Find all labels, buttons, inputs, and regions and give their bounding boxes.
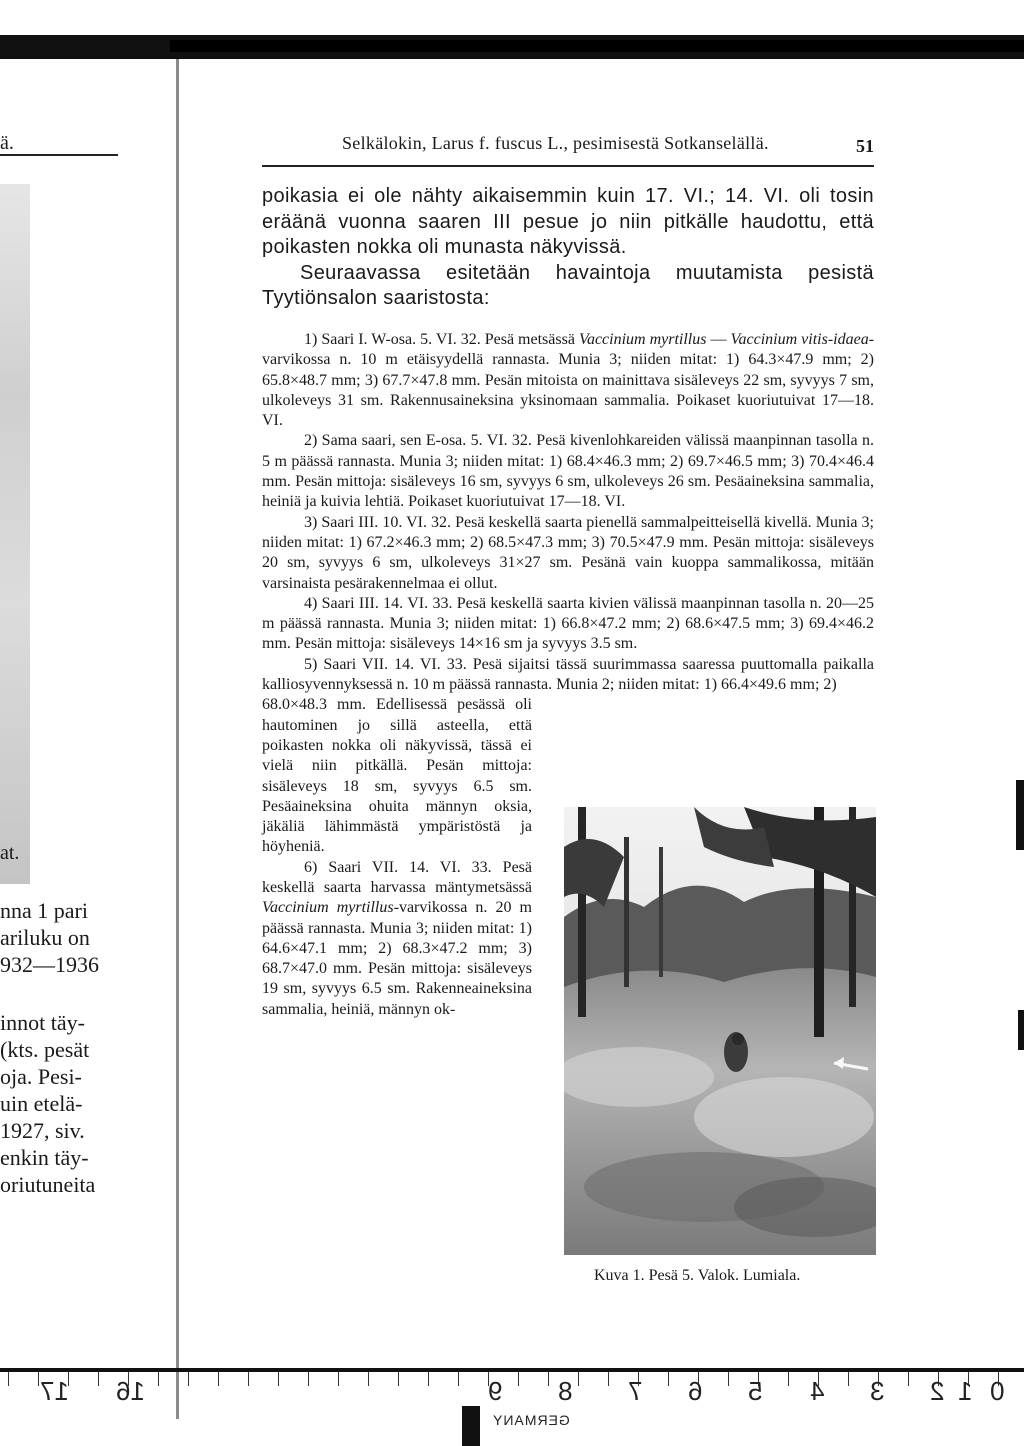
species-name: Vaccinium vitis-idaea <box>730 330 869 348</box>
nest-entry-continuation: 68.0×48.3 mm. Edellisessä pesässä oli hautominen jo sillä asteella, että poikasten nokka oli näkyvissä, tässä ei vielä niin pitkällä. Pesän mittoja: sisäleveys 18 sm, syvyys 6.5 sm. Pesäaineksina ohuita männyn oksia, jäkäliä lähimmästä ympäristöstä ja höyheniä. <box>262 696 532 856</box>
ruler-tick <box>728 1372 729 1386</box>
page-number: 51 <box>856 136 874 156</box>
ruler-tick <box>668 1372 669 1386</box>
scan-top-edge-dark <box>170 40 1024 52</box>
nest-entry <box>262 858 532 1020</box>
previous-page-map-fragment <box>0 184 30 884</box>
previous-page-line: uin etelä- <box>0 1091 83 1116</box>
ruler-tick <box>158 1372 159 1386</box>
ruler-tick <box>428 1372 429 1386</box>
ruler-edge <box>0 1368 1024 1372</box>
ruler-mark <box>462 1406 480 1446</box>
header-rule <box>262 165 874 167</box>
ruler-tick <box>578 1372 579 1386</box>
previous-page-caption: at. <box>0 842 20 864</box>
previous-page-line: (kts. pesät <box>0 1037 90 1062</box>
ruler-number: 8 <box>558 1376 573 1406</box>
ruler-tick <box>548 1372 549 1386</box>
ruler-tick <box>368 1372 369 1386</box>
ruler-tick <box>218 1372 219 1386</box>
previous-page-line: enkin täy- <box>0 1145 89 1170</box>
previous-page-line: innot täy- <box>0 1010 85 1035</box>
lead-paragraph: Seuraavassa esitetään havaintoja muutamista pesistä Tyytiönsalon saaristosta: <box>262 261 874 310</box>
nest-entry <box>262 330 874 431</box>
scan-right-edge-mark <box>1018 1010 1024 1050</box>
ruler-number: 17 <box>40 1376 69 1406</box>
ruler-tick <box>848 1372 849 1386</box>
nest-entry: 2) Sama saari, sen E-osa. 5. VI. 32. Pesä kivenlohkareiden välissä maanpinnan tasolla n. 5 m päässä rannasta. Munia 3; niiden mitat: 1) 68.4×46.3 mm; 2) 69.7×46.5 mm; 3) 70.4×46.4 mm. Pesän mittoja: sisäleveys 16 sm, syvyys 6 sm, ulkoleveys 26 sm. Pesäaineksina sammalia, heiniä ja kuivia lehtiä. Poikaset kuoriutuivat 17—18. VI. <box>262 432 874 511</box>
ruler-number: 4 <box>810 1376 825 1406</box>
previous-page-text <box>0 897 160 1198</box>
ruler-brand: GERMANY <box>492 1412 570 1428</box>
ruler-number: 0 <box>990 1376 1005 1406</box>
ruler-number: 5 <box>748 1376 763 1406</box>
ruler-number: 9 <box>488 1376 503 1406</box>
ruler-tick <box>338 1372 339 1386</box>
entry-text: -varvikossa n. 10 m etäisyydellä rannasta. Munia 3; niiden mitat: 1) 64.3×47.9 mm; 2) 65.8×48.7 mm; 3) 67.7×47.8 mm. Pesän mitoista on mainittava sisäleveys 22 sm, syvyys 7 sm, ulkoleveys 31 sm. Rakennusaineksina yksinomaan sammalia. Poikaset kuoriutuivat 17—18. VI. <box>262 330 875 430</box>
previous-page-rule <box>0 154 118 156</box>
ruler-tick <box>308 1372 309 1386</box>
nest-photo <box>564 807 876 1255</box>
species-name: Vaccinium myrtillus <box>262 899 394 917</box>
entry-text: -varvikossa n. 20 m päässä rannasta. Munia 3; niiden mitat: 1) 64.6×47.1 mm; 2) 68.3×47.2 mm; 3) 68.7×47.0 mm. Pesän mittoja: sisäleveys 19 sm, syvyys 6.5 sm. Rakenneaineksina sammalia, heiniä, männyn ok- <box>262 899 532 1018</box>
scan-right-edge-mark <box>1016 780 1024 850</box>
previous-page-line: 1927, siv. <box>0 1118 85 1143</box>
previous-page-fragment <box>0 59 168 1389</box>
entry-text: 1) Saari I. W-osa. 5. VI. 32. Pesä metsässä <box>304 330 579 348</box>
nest-entry: 4) Saari III. 14. VI. 33. Pesä keskellä saarta kivien välissä maanpinnan tasolla n. 20—25 m päässä rannasta. Munia 3; niiden mitat: 1) 66.8×47.2 mm; 2) 68.6×47.5 mm; 3) 69.4×46.2 mm. Pesän mittoja: sisäleveys 14×16 sm ja syvyys 3.5 sm. <box>262 594 874 653</box>
ruler-tick <box>608 1372 609 1386</box>
ruler-number: 3 <box>870 1376 885 1406</box>
scale-ruler <box>0 1368 1024 1446</box>
species-name: Vaccinium myrtillus <box>578 330 707 348</box>
ruler-tick <box>518 1372 519 1386</box>
previous-page-line: nna 1 pari <box>0 898 88 923</box>
ruler-number: 2 <box>930 1376 945 1406</box>
running-head: Selkälokin, Larus f. fuscus L., pesimisestä Sotkanselällä. <box>342 133 769 153</box>
photo-frame <box>564 807 876 1255</box>
ruler-tick <box>38 1372 39 1386</box>
ruler-tick <box>908 1372 909 1386</box>
previous-page-line: ariluku on <box>0 925 90 950</box>
nest-entry: 3) Saari III. 10. VI. 32. Pesä keskellä saarta pienellä sammalpeitteisellä kivellä. Munia 3; niiden mitat: 1) 67.2×46.3 mm; 2) 68.5×47.3 mm; 3) 70.5×47.9 mm. Pesän mittoja: sisäleveys 20 sm, syvyys 6 sm, ulkoleveys 31×27 sm. Pesänä vain kuoppa sammalikossa, mitään varsinaista pesärakennelmaa ei ollut. <box>262 513 874 592</box>
page-binding <box>176 59 179 1419</box>
ruler-tick <box>98 1372 99 1386</box>
nest-entry: 5) Saari VII. 14. VI. 33. Pesä sijaitsi tässä suurimmassa saaressa puuttomalla paikalla kalliosyvennyksessä n. 10 m päässä rannasta. Munia 2; niiden mitat: 1) 66.4×49.6 mm; 2) <box>262 655 874 694</box>
ruler-number: 7 <box>628 1376 643 1406</box>
figure-caption: Kuva 1. Pesä 5. Valok. Lumiala. <box>594 1267 801 1284</box>
previous-page-head: ä. <box>0 132 14 154</box>
ruler-number: 16 <box>116 1376 145 1406</box>
entry-text: 6) Saari VII. 14. VI. 33. Pesä keskellä saarta harvassa mäntymetsässä <box>262 858 532 896</box>
ruler-tick <box>398 1372 399 1386</box>
page-header <box>342 133 874 161</box>
ruler-tick <box>248 1372 249 1386</box>
ruler-number: 6 <box>688 1376 703 1406</box>
previous-page-line: 932—1936 <box>0 952 99 977</box>
ruler-tick <box>188 1372 189 1386</box>
ruler-tick <box>788 1372 789 1386</box>
previous-page-line: oja. Pesi- <box>0 1064 82 1089</box>
ruler-tick <box>458 1372 459 1386</box>
entry-text: — <box>706 330 731 348</box>
lead-paragraph: poikasia ei ole nähty aikaisemmin kuin 17. VI.; 14. VI. oli tosin eräänä vuonna saaren III pesue jo niin pitkälle haudottu, että poikasten nokka oli munasta näkyvissä. <box>262 185 874 259</box>
ruler-tick <box>278 1372 279 1386</box>
ruler-number: 1 <box>958 1376 973 1406</box>
previous-page-line: oriutuneita <box>0 1172 96 1197</box>
ruler-tick <box>8 1372 9 1386</box>
